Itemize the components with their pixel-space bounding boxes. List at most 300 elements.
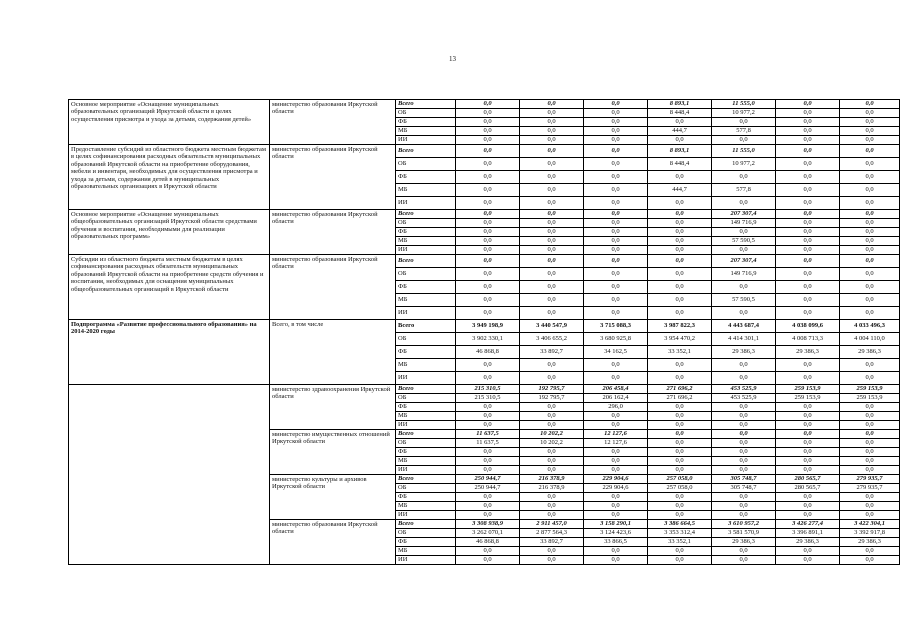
funding-source: Всего	[396, 145, 456, 158]
amount-cell: 0,0	[840, 359, 900, 372]
amount-cell: 29 386,3	[776, 346, 840, 359]
amount-cell: 0,0	[648, 281, 712, 294]
amount-cell: 3 406 655,2	[520, 333, 584, 346]
amount-cell: 0,0	[648, 493, 712, 502]
amount-cell: 0,0	[456, 246, 520, 255]
amount-cell: 279 935,7	[840, 475, 900, 484]
amount-cell: 0,0	[776, 556, 840, 565]
amount-cell: 29 386,3	[840, 538, 900, 547]
funding-source: Всего	[396, 475, 456, 484]
funding-source: ИИ	[396, 421, 456, 430]
funding-source: ОБ	[396, 219, 456, 228]
executor-name: министерство культуры и архивов Иркутской области	[270, 475, 396, 520]
amount-cell: 0,0	[520, 127, 584, 136]
funding-source: ФБ	[396, 118, 456, 127]
amount-cell: 0,0	[648, 197, 712, 210]
amount-cell: 0,0	[776, 158, 840, 171]
amount-cell: 216 378,9	[520, 484, 584, 493]
amount-cell: 0,0	[776, 372, 840, 385]
amount-cell: 0,0	[520, 228, 584, 237]
funding-source: МБ	[396, 457, 456, 466]
amount-cell: 0,0	[584, 511, 648, 520]
amount-cell: 0,0	[776, 246, 840, 255]
amount-cell: 0,0	[712, 359, 776, 372]
amount-cell: 0,0	[584, 421, 648, 430]
amount-cell: 34 162,5	[584, 346, 648, 359]
amount-cell: 0,0	[776, 184, 840, 197]
amount-cell: 0,0	[648, 307, 712, 320]
amount-cell: 257 058,0	[648, 484, 712, 493]
funding-source: ИИ	[396, 466, 456, 475]
table-row	[69, 210, 900, 219]
amount-cell: 257 058,0	[648, 475, 712, 484]
amount-cell: 0,0	[712, 412, 776, 421]
amount-cell: 0,0	[520, 448, 584, 457]
amount-cell: 46 868,8	[456, 346, 520, 359]
amount-cell: 0,0	[520, 171, 584, 184]
amount-cell: 0,0	[712, 372, 776, 385]
amount-cell: 0,0	[456, 100, 520, 109]
amount-cell: 0,0	[712, 421, 776, 430]
amount-cell: 0,0	[840, 197, 900, 210]
amount-cell: 0,0	[520, 197, 584, 210]
amount-cell: 149 716,9	[712, 219, 776, 228]
funding-source: ИИ	[396, 511, 456, 520]
executor-name: Всего, в том числе	[270, 320, 396, 385]
amount-cell: 4 414 301,1	[712, 333, 776, 346]
amount-cell: 259 153,9	[776, 385, 840, 394]
amount-cell: 0,0	[840, 228, 900, 237]
amount-cell: 10 202,2	[520, 430, 584, 439]
amount-cell: 0,0	[712, 457, 776, 466]
amount-cell: 0,0	[456, 421, 520, 430]
amount-cell: 0,0	[456, 412, 520, 421]
amount-cell: 29 386,3	[712, 346, 776, 359]
amount-cell: 0,0	[840, 511, 900, 520]
amount-cell: 0,0	[520, 237, 584, 246]
table-row	[69, 320, 900, 333]
measure-description: Предоставление субсидий из областного бюджета местным бюджетам в целях софинансирования расходных обязательств муниципальных образований Иркутской области на приобретение оборудования, мебели и инвентаря, необходимых для осуществления присмотра и ухода за детьми, содержания детей в муниципальных образовательных организациях в Иркутской области	[69, 145, 270, 210]
amount-cell: 0,0	[840, 171, 900, 184]
executor-name: министерство образования Иркутской области	[270, 520, 396, 565]
amount-cell: 0,0	[648, 219, 712, 228]
amount-cell: 0,0	[712, 502, 776, 511]
amount-cell: 0,0	[584, 281, 648, 294]
amount-cell: 0,0	[456, 359, 520, 372]
amount-cell: 0,0	[648, 457, 712, 466]
amount-cell: 3 902 330,1	[456, 333, 520, 346]
amount-cell: 0,0	[648, 466, 712, 475]
amount-cell: 215 310,5	[456, 394, 520, 403]
amount-cell: 0,0	[776, 448, 840, 457]
amount-cell: 0,0	[712, 246, 776, 255]
funding-source: Всего	[396, 100, 456, 109]
amount-cell: 11 637,5	[456, 439, 520, 448]
amount-cell: 0,0	[712, 307, 776, 320]
funding-source: ИИ	[396, 246, 456, 255]
amount-cell: 0,0	[840, 145, 900, 158]
amount-cell: 4 038 099,6	[776, 320, 840, 333]
amount-cell: 0,0	[840, 372, 900, 385]
amount-cell: 0,0	[776, 145, 840, 158]
amount-cell: 0,0	[456, 268, 520, 281]
amount-cell: 0,0	[520, 100, 584, 109]
amount-cell: 280 565,7	[776, 475, 840, 484]
amount-cell: 10 202,2	[520, 439, 584, 448]
amount-cell: 0,0	[648, 228, 712, 237]
amount-cell: 0,0	[456, 511, 520, 520]
amount-cell: 0,0	[840, 502, 900, 511]
amount-cell: 3 610 957,2	[712, 520, 776, 529]
amount-cell: 0,0	[520, 511, 584, 520]
amount-cell: 0,0	[520, 136, 584, 145]
amount-cell: 0,0	[840, 100, 900, 109]
amount-cell: 3 987 822,3	[648, 320, 712, 333]
amount-cell: 0,0	[520, 421, 584, 430]
amount-cell: 0,0	[840, 430, 900, 439]
funding-source: ОБ	[396, 439, 456, 448]
funding-source: ОБ	[396, 158, 456, 171]
amount-cell: 0,0	[520, 466, 584, 475]
amount-cell: 2 911 457,0	[520, 520, 584, 529]
amount-cell: 0,0	[520, 372, 584, 385]
amount-cell: 0,0	[456, 118, 520, 127]
amount-cell: 0,0	[840, 448, 900, 457]
amount-cell: 0,0	[712, 171, 776, 184]
funding-source: ФБ	[396, 281, 456, 294]
amount-cell: 0,0	[712, 228, 776, 237]
amount-cell: 0,0	[776, 237, 840, 246]
table-body	[69, 100, 900, 565]
funding-source: ОБ	[396, 109, 456, 118]
page-number: 13	[449, 55, 456, 63]
measure-description: Подпрограмма «Развитие профессионального образования» на 2014-2020 годы	[69, 320, 270, 385]
amount-cell: 3 581 570,9	[712, 529, 776, 538]
amount-cell: 0,0	[840, 466, 900, 475]
amount-cell: 0,0	[456, 448, 520, 457]
amount-cell: 0,0	[648, 502, 712, 511]
amount-cell: 0,0	[840, 457, 900, 466]
amount-cell: 0,0	[776, 268, 840, 281]
amount-cell: 0,0	[584, 219, 648, 228]
amount-cell: 29 386,3	[840, 346, 900, 359]
funding-source: МБ	[396, 412, 456, 421]
funding-source: ИИ	[396, 372, 456, 385]
amount-cell: 0,0	[648, 372, 712, 385]
amount-cell: 0,0	[712, 448, 776, 457]
amount-cell: 0,0	[584, 145, 648, 158]
executor-name: министерство здравоохранения Иркутской области	[270, 385, 396, 430]
amount-cell: 2 877 564,3	[520, 529, 584, 538]
amount-cell: 0,0	[520, 502, 584, 511]
amount-cell: 0,0	[584, 307, 648, 320]
amount-cell: 0,0	[520, 556, 584, 565]
funding-source: ОБ	[396, 268, 456, 281]
amount-cell: 444,7	[648, 127, 712, 136]
amount-cell: 0,0	[520, 359, 584, 372]
amount-cell: 0,0	[648, 412, 712, 421]
amount-cell: 0,0	[584, 372, 648, 385]
amount-cell: 0,0	[776, 439, 840, 448]
amount-cell: 0,0	[776, 359, 840, 372]
funding-source: ОБ	[396, 394, 456, 403]
amount-cell: 0,0	[776, 457, 840, 466]
amount-cell: 0,0	[456, 547, 520, 556]
amount-cell: 0,0	[456, 403, 520, 412]
amount-cell: 207 307,4	[712, 255, 776, 268]
amount-cell: 29 386,3	[712, 538, 776, 547]
amount-cell: 11 637,5	[456, 430, 520, 439]
table-row	[69, 255, 900, 268]
amount-cell: 0,0	[776, 502, 840, 511]
amount-cell: 0,0	[840, 439, 900, 448]
amount-cell: 0,0	[840, 219, 900, 228]
amount-cell: 0,0	[840, 210, 900, 219]
amount-cell: 0,0	[776, 547, 840, 556]
amount-cell: 250 944,7	[456, 475, 520, 484]
amount-cell: 0,0	[520, 307, 584, 320]
executor-name: министерство образования Иркутской области	[270, 210, 396, 255]
amount-cell: 0,0	[776, 493, 840, 502]
amount-cell: 0,0	[584, 448, 648, 457]
amount-cell: 0,0	[456, 109, 520, 118]
amount-cell: 3 262 070,1	[456, 529, 520, 538]
amount-cell: 0,0	[648, 171, 712, 184]
funding-source: МБ	[396, 547, 456, 556]
amount-cell: 3 949 198,9	[456, 320, 520, 333]
amount-cell: 0,0	[584, 197, 648, 210]
amount-cell: 0,0	[776, 219, 840, 228]
amount-cell: 0,0	[456, 556, 520, 565]
amount-cell: 229 904,6	[584, 475, 648, 484]
amount-cell: 0,0	[776, 294, 840, 307]
amount-cell: 0,0	[840, 403, 900, 412]
amount-cell: 0,0	[520, 294, 584, 307]
executor-name: министерство имущественных отношений Иркутской области	[270, 430, 396, 475]
amount-cell: 0,0	[584, 502, 648, 511]
amount-cell: 0,0	[776, 511, 840, 520]
amount-cell: 0,0	[456, 255, 520, 268]
amount-cell: 207 307,4	[712, 210, 776, 219]
amount-cell: 46 868,8	[456, 538, 520, 547]
amount-cell: 296,0	[584, 403, 648, 412]
amount-cell: 0,0	[456, 294, 520, 307]
amount-cell: 0,0	[712, 403, 776, 412]
amount-cell: 0,0	[584, 556, 648, 565]
amount-cell: 0,0	[840, 493, 900, 502]
funding-source: Всего	[396, 385, 456, 394]
amount-cell: 0,0	[712, 430, 776, 439]
amount-cell: 3 426 277,4	[776, 520, 840, 529]
amount-cell: 192 795,7	[520, 394, 584, 403]
amount-cell: 3 440 547,9	[520, 320, 584, 333]
amount-cell: 0,0	[648, 359, 712, 372]
amount-cell: 11 555,0	[712, 145, 776, 158]
amount-cell: 3 422 304,1	[840, 520, 900, 529]
amount-cell: 0,0	[648, 255, 712, 268]
amount-cell: 0,0	[840, 109, 900, 118]
amount-cell: 0,0	[840, 158, 900, 171]
funding-source: ФБ	[396, 346, 456, 359]
funding-source: ФБ	[396, 448, 456, 457]
amount-cell: 0,0	[584, 118, 648, 127]
measure-description: Субсидии из областного бюджета местным бюджетам в целях софинансирования расходных обязательств муниципальных образований Иркутской области на приобретение средств обучения и воспитания, необходимых для оснащения муниципальных общеобразовательных организаций в Иркутской области	[69, 255, 270, 320]
executor-name: министерство образования Иркутской области	[270, 145, 396, 210]
amount-cell: 0,0	[456, 372, 520, 385]
amount-cell: 11 555,0	[712, 100, 776, 109]
empty-cell	[69, 385, 270, 565]
amount-cell: 0,0	[584, 359, 648, 372]
amount-cell: 0,0	[584, 255, 648, 268]
amount-cell: 0,0	[712, 136, 776, 145]
funding-source: МБ	[396, 359, 456, 372]
amount-cell: 3 124 423,6	[584, 529, 648, 538]
amount-cell: 0,0	[712, 493, 776, 502]
amount-cell: 149 716,9	[712, 268, 776, 281]
amount-cell: 0,0	[776, 281, 840, 294]
amount-cell: 10 977,2	[712, 158, 776, 171]
funding-source: ФБ	[396, 403, 456, 412]
funding-source: МБ	[396, 502, 456, 511]
amount-cell: 0,0	[584, 100, 648, 109]
amount-cell: 3 158 290,1	[584, 520, 648, 529]
amount-cell: 0,0	[648, 246, 712, 255]
amount-cell: 0,0	[840, 127, 900, 136]
amount-cell: 0,0	[648, 448, 712, 457]
amount-cell: 0,0	[520, 246, 584, 255]
amount-cell: 0,0	[584, 171, 648, 184]
amount-cell: 8 448,4	[648, 158, 712, 171]
amount-cell: 0,0	[712, 511, 776, 520]
amount-cell: 0,0	[456, 281, 520, 294]
amount-cell: 0,0	[584, 246, 648, 255]
amount-cell: 206 162,4	[584, 394, 648, 403]
amount-cell: 29 386,3	[776, 538, 840, 547]
amount-cell: 33 352,1	[648, 346, 712, 359]
amount-cell: 0,0	[584, 109, 648, 118]
executor-name: министерство образования Иркутской области	[270, 100, 396, 145]
executor-name: министерство образования Иркутской области	[270, 255, 396, 320]
amount-cell: 0,0	[776, 466, 840, 475]
funding-source: ИИ	[396, 556, 456, 565]
amount-cell: 0,0	[712, 281, 776, 294]
amount-cell: 0,0	[712, 466, 776, 475]
amount-cell: 0,0	[712, 439, 776, 448]
amount-cell: 229 904,6	[584, 484, 648, 493]
amount-cell: 0,0	[456, 197, 520, 210]
amount-cell: 3 396 891,1	[776, 529, 840, 538]
amount-cell: 0,0	[584, 294, 648, 307]
amount-cell: 0,0	[776, 412, 840, 421]
amount-cell: 0,0	[456, 466, 520, 475]
funding-source: МБ	[396, 237, 456, 246]
amount-cell: 0,0	[584, 237, 648, 246]
funding-source: МБ	[396, 127, 456, 136]
amount-cell: 259 153,9	[840, 385, 900, 394]
amount-cell: 0,0	[520, 118, 584, 127]
amount-cell: 0,0	[648, 294, 712, 307]
amount-cell: 0,0	[776, 430, 840, 439]
amount-cell: 0,0	[712, 197, 776, 210]
funding-source: ОБ	[396, 529, 456, 538]
amount-cell: 0,0	[520, 184, 584, 197]
amount-cell: 271 696,2	[648, 385, 712, 394]
amount-cell: 10 977,2	[712, 109, 776, 118]
amount-cell: 0,0	[584, 547, 648, 556]
amount-cell: 0,0	[520, 412, 584, 421]
amount-cell: 12 127,6	[584, 430, 648, 439]
amount-cell: 577,8	[712, 127, 776, 136]
amount-cell: 215 310,5	[456, 385, 520, 394]
amount-cell: 0,0	[520, 281, 584, 294]
amount-cell: 0,0	[456, 127, 520, 136]
amount-cell: 279 935,7	[840, 484, 900, 493]
amount-cell: 0,0	[776, 421, 840, 430]
amount-cell: 8 448,4	[648, 109, 712, 118]
amount-cell: 33 866,5	[584, 538, 648, 547]
amount-cell: 305 748,7	[712, 484, 776, 493]
amount-cell: 0,0	[840, 255, 900, 268]
amount-cell: 57 590,5	[712, 237, 776, 246]
amount-cell: 0,0	[776, 228, 840, 237]
amount-cell: 0,0	[520, 158, 584, 171]
funding-source: ФБ	[396, 171, 456, 184]
amount-cell: 259 153,9	[840, 394, 900, 403]
amount-cell: 0,0	[456, 493, 520, 502]
amount-cell: 4 004 110,0	[840, 333, 900, 346]
amount-cell: 0,0	[456, 136, 520, 145]
measure-description: Основное мероприятие «Оснащение муниципальных общеобразовательных организаций Иркутской области средствами обучения и воспитания, необходимыми для реализации образовательных программ»	[69, 210, 270, 255]
amount-cell: 0,0	[456, 145, 520, 158]
amount-cell: 0,0	[520, 109, 584, 118]
funding-source: Всего	[396, 255, 456, 268]
amount-cell: 453 525,9	[712, 394, 776, 403]
amount-cell: 0,0	[456, 307, 520, 320]
amount-cell: 0,0	[648, 421, 712, 430]
measure-description: Основное мероприятие «Оснащение муниципальных образовательных организаций Иркутской области в целях осуществления присмотра и ухода за детьми, содержания детей»	[69, 100, 270, 145]
amount-cell: 250 944,7	[456, 484, 520, 493]
amount-cell: 0,0	[840, 118, 900, 127]
amount-cell: 259 153,9	[776, 394, 840, 403]
amount-cell: 0,0	[648, 237, 712, 246]
amount-cell: 0,0	[520, 403, 584, 412]
funding-source: ИИ	[396, 136, 456, 145]
amount-cell: 0,0	[648, 511, 712, 520]
amount-cell: 0,0	[584, 210, 648, 219]
amount-cell: 0,0	[648, 210, 712, 219]
amount-cell: 0,0	[520, 457, 584, 466]
amount-cell: 0,0	[776, 118, 840, 127]
amount-cell: 0,0	[648, 556, 712, 565]
budget-table	[68, 99, 900, 565]
amount-cell: 0,0	[776, 403, 840, 412]
amount-cell: 0,0	[776, 109, 840, 118]
amount-cell: 3 954 470,2	[648, 333, 712, 346]
amount-cell: 0,0	[520, 145, 584, 158]
amount-cell: 33 352,1	[648, 538, 712, 547]
amount-cell: 0,0	[776, 100, 840, 109]
amount-cell: 577,8	[712, 184, 776, 197]
amount-cell: 0,0	[840, 547, 900, 556]
amount-cell: 444,7	[648, 184, 712, 197]
amount-cell: 271 696,2	[648, 394, 712, 403]
amount-cell: 0,0	[840, 246, 900, 255]
amount-cell: 0,0	[776, 255, 840, 268]
amount-cell: 0,0	[840, 281, 900, 294]
funding-source: ОБ	[396, 484, 456, 493]
funding-source: Всего	[396, 210, 456, 219]
amount-cell: 0,0	[520, 255, 584, 268]
